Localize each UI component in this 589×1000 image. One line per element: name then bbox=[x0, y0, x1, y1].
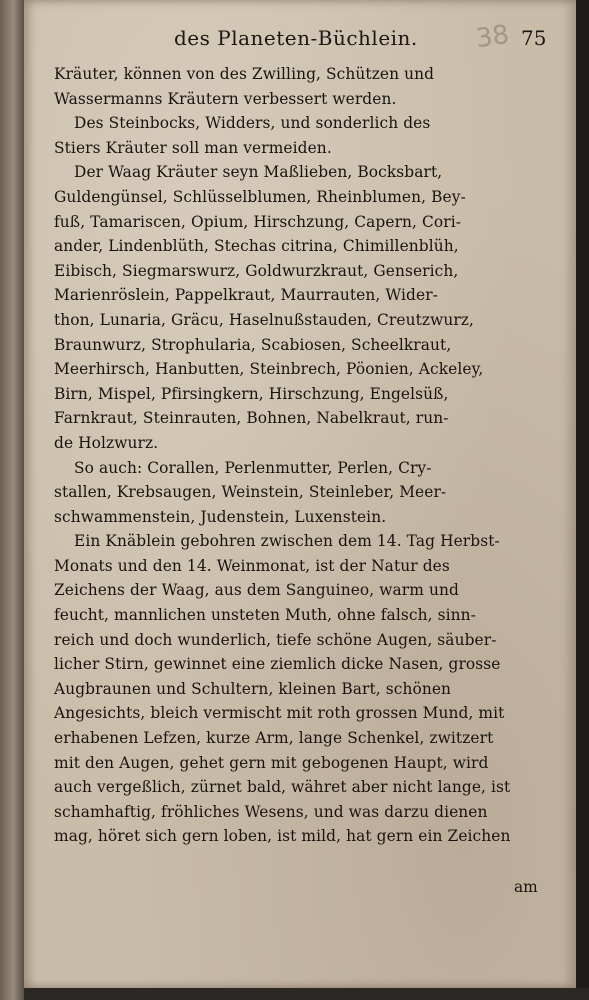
text-line: Eibisch, Siegmarswurz, Goldwurzkraut, Genserich, bbox=[54, 261, 459, 280]
text-line: Stiers Kräuter soll man vermeiden. bbox=[54, 138, 332, 157]
text-line: Guldengünsel, Schlüsselblumen, Rheinblumen, Bey- bbox=[54, 187, 466, 206]
text-line: Angesichts, bleich vermischt mit roth grossen Mund, mit bbox=[54, 704, 505, 723]
text-line: Braunwurz, Strophularia, Scabiosen, Scheelkraut, bbox=[54, 335, 452, 354]
page-header bbox=[24, 19, 576, 58]
scan-border-bottom bbox=[24, 988, 589, 1000]
text-line: Kräuter, können von des Zwilling, Schützen und bbox=[54, 65, 435, 83]
catchword: am bbox=[514, 878, 538, 896]
text-line: mit den Augen, gehet gern mit gebogenen Haupt, wird bbox=[54, 753, 489, 772]
text-line: Birn, Mispel, Pfirsingkern, Hirschzung, Engelsüß, bbox=[54, 384, 449, 403]
text-line: licher Stirn, gewinnet eine ziemlich dicke Nasen, grosse bbox=[54, 655, 501, 674]
text-line: Zeichens der Waag, aus dem Sanguineo, warm und bbox=[54, 581, 459, 600]
text-line: So auch: Corallen, Perlenmutter, Perlen, Cry- bbox=[74, 458, 432, 477]
pencil-annotation: 38 bbox=[474, 19, 512, 55]
text-line: Augbraunen und Schultern, kleinen Bart, schönen bbox=[54, 679, 452, 698]
text-line: erhabenen Lefzen, kurze Arm, lange Schenkel, zwitzert bbox=[54, 729, 494, 748]
page bbox=[24, 0, 576, 988]
text-line: Ein Knäblein gebohren zwischen dem 14. Tag Herbst- bbox=[74, 532, 500, 551]
running-title: des Planeten-Büchlein. bbox=[174, 26, 418, 50]
page-number: 75 bbox=[521, 26, 547, 50]
text-line: Monats und den 14. Weinmonat, ist der Natur des bbox=[54, 556, 450, 575]
text-line: fuß, Tamariscen, Opium, Hirschzung, Capern, Cori- bbox=[54, 212, 462, 231]
text-line: Wassermanns Kräutern verbessert werden. bbox=[54, 89, 397, 108]
previous-page-edge bbox=[0, 0, 24, 1000]
text-line: feucht, mannlichen unsteten Muth, ohne falsch, sinn- bbox=[54, 606, 476, 625]
text-line: stallen, Krebsaugen, Weinstein, Steinleber, Meer- bbox=[54, 483, 447, 502]
text-line: thon, Lunaria, Gräcu, Haselnußstauden, Creutzwurz, bbox=[54, 310, 475, 329]
text-line: Farnkraut, Steinrauten, Bohnen, Nabelkraut, run- bbox=[54, 409, 449, 428]
text-line: reich und doch wunderlich, tiefe schöne Augen, säuber- bbox=[54, 630, 497, 649]
text-line: schwammenstein, Judenstein, Luxenstein. bbox=[54, 507, 387, 526]
text-line: schamhaftig, fröhliches Wesens, und was darzu dienen bbox=[54, 802, 488, 821]
text-line: auch vergeßlich, zürnet bald, währet aber nicht lange, ist bbox=[54, 778, 511, 797]
text-line: Des Steinbocks, Widders, und sonderlich des bbox=[74, 114, 431, 133]
body-text bbox=[54, 62, 554, 849]
text-line: Der Waag Kräuter seyn Maßlieben, Bocksbart, bbox=[74, 163, 443, 182]
text-line: Meerhirsch, Hanbutten, Steinbrech, Pöonien, Ackeley, bbox=[54, 360, 484, 379]
text-line: de Holzwurz. bbox=[54, 433, 159, 452]
text-line: mag, höret sich gern loben, ist mild, hat gern ein Zeichen bbox=[54, 827, 511, 846]
scan-border-right bbox=[576, 0, 589, 1000]
text-line: Marienröslein, Pappelkraut, Maurrauten, Wider- bbox=[54, 286, 438, 305]
text-line: ander, Lindenblüth, Stechas citrina, Chimillenblüh, bbox=[54, 237, 459, 256]
